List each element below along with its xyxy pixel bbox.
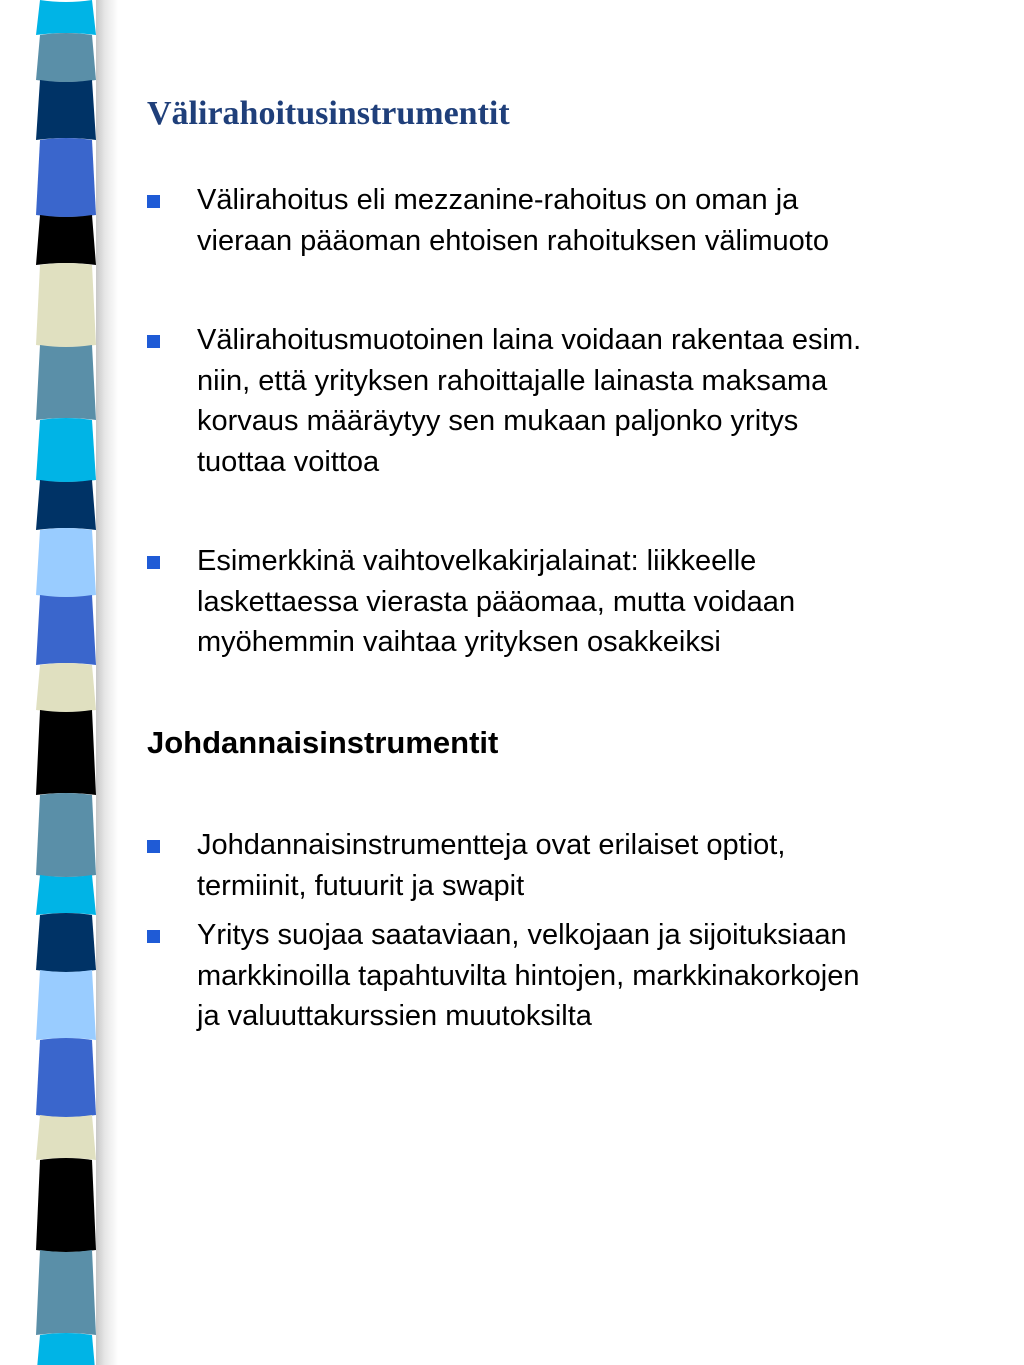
strip-block [36, 33, 96, 82]
square-bullet-icon [147, 556, 160, 569]
strip-block [36, 528, 96, 597]
strip-block [36, 80, 96, 140]
strip-block [36, 595, 96, 665]
bullet-text: Yritys suojaa saataviaan, velkojaan ja sijoituksiaan markkinoilla tapahtuvilta hintojen, markkinakorkojen ja valuuttakurssien muutoksilta [197, 919, 860, 1032]
strip-block [36, 418, 96, 482]
strip-block [36, 1250, 96, 1335]
square-bullet-icon [147, 195, 160, 208]
strip-block [36, 663, 96, 712]
strip-block [36, 875, 96, 915]
bullet-text: Välirahoitus eli mezzanine-rahoitus on oman ja vieraan pääoman ehtoisen rahoituksen välimuoto [197, 184, 829, 257]
bullet-text: Välirahoitusmuotoinen laina voidaan rakentaa esim. niin, että yrityksen rahoittajalle lainasta maksama korvaus määräytyy sen mukaan paljonko yritys tuottaa voittoa [197, 324, 862, 478]
strip-shadow [96, 0, 118, 1365]
strip-block [36, 1333, 96, 1365]
strip-block [36, 913, 96, 972]
section-heading: Johdannaisinstrumentit [147, 725, 499, 760]
square-bullet-icon [147, 840, 160, 853]
strip-block [36, 0, 96, 35]
bullet-text: Johdannaisinstrumentteja ovat erilaiset optiot, termiinit, futuurit ja swapit [197, 829, 786, 902]
strip-block [36, 710, 96, 795]
strip-block [36, 263, 96, 347]
strip-block [36, 345, 96, 420]
strip-block [36, 1038, 96, 1117]
bullet-text: Esimerkkinä vaihtovelkakirjalainat: liikkeelle laskettaessa vierasta pääomaa, mutta voidaan myöhemmin vaihtaa yrityksen osakkeiksi [197, 545, 796, 658]
square-bullet-icon [147, 335, 160, 348]
decorative-side-strip [34, 0, 98, 1365]
strip-block [36, 970, 96, 1040]
strip-block [36, 215, 96, 265]
slide-title: Välirahoitusinstrumentit [147, 95, 510, 132]
strip-block [36, 1115, 96, 1160]
strip-block [36, 480, 96, 530]
strip-block [36, 793, 96, 877]
strip-block [36, 1158, 96, 1252]
square-bullet-icon [147, 930, 160, 943]
strip-block [36, 138, 96, 217]
